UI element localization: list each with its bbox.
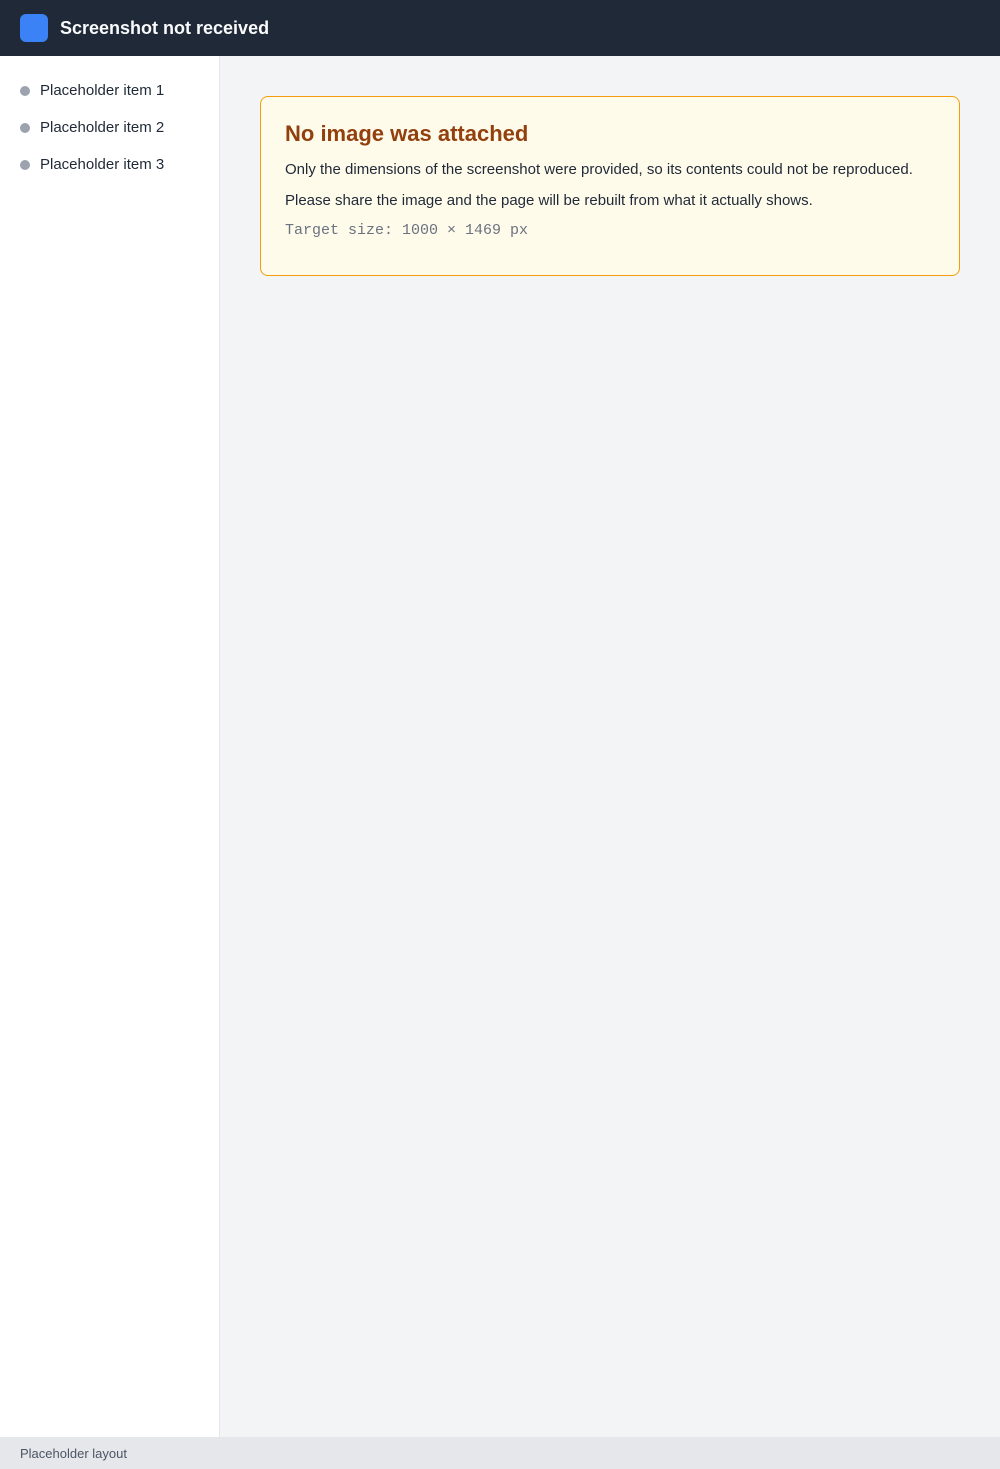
sidebar-item-3[interactable] bbox=[0, 146, 219, 183]
notice-heading: No image was attached bbox=[285, 121, 529, 146]
main-content bbox=[220, 56, 1000, 1437]
notice-message: Only the dimensions of the screenshot were provided, so its contents could not be reproduced. bbox=[285, 161, 913, 178]
bullet-icon bbox=[20, 86, 30, 96]
app-icon bbox=[20, 14, 48, 42]
sidebar-item-1[interactable] bbox=[0, 72, 219, 109]
bullet-icon bbox=[20, 160, 30, 170]
notice-hint: Please share the image and the page will be rebuilt from what it actually shows. bbox=[285, 191, 813, 209]
sidebar-item-label: Placeholder item 2 bbox=[40, 119, 165, 136]
bullet-icon bbox=[20, 123, 30, 133]
sidebar-item-label: Placeholder item 1 bbox=[40, 82, 165, 99]
sidebar bbox=[0, 56, 220, 1437]
window-title: Screenshot not received bbox=[60, 17, 270, 38]
status-bar bbox=[0, 1437, 1000, 1469]
sidebar-item-2[interactable] bbox=[0, 109, 219, 146]
sidebar-item-label: Placeholder item 3 bbox=[40, 156, 165, 173]
title-bar bbox=[0, 0, 1000, 56]
target-dimensions: Target size: 1000 × 1469 px bbox=[285, 222, 529, 239]
missing-image-notice bbox=[260, 96, 960, 276]
app-body bbox=[0, 56, 1000, 1437]
status-text: Placeholder layout bbox=[20, 1445, 127, 1461]
